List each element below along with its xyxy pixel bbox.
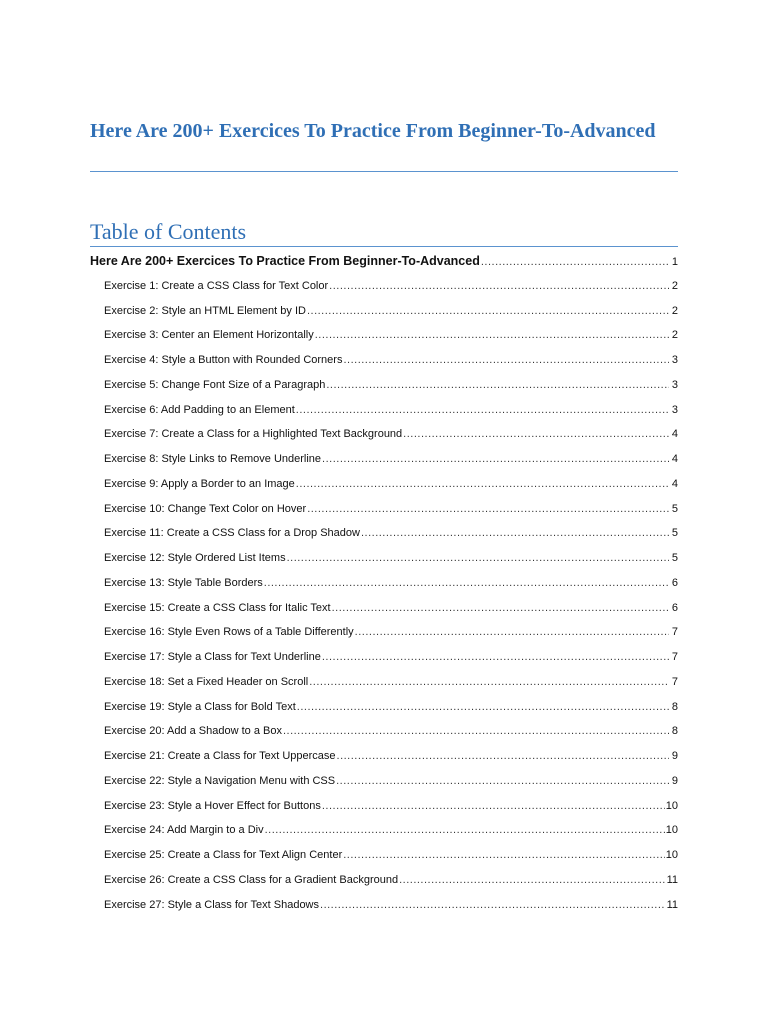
toc-dot-leader [322,794,665,819]
toc-page-number: 4 [671,453,678,465]
toc-dot-leader [399,868,665,893]
toc-entry-label: Exercise 26: Create a CSS Class for a Gradient Background [104,873,399,886]
toc-entry-label: Exercise 5: Change Font Size of a Paragraph [104,378,326,391]
toc-dot-leader [309,670,669,695]
toc-entry[interactable] [90,497,678,522]
toc-entry-label: Exercise 13: Style Table Borders [104,576,263,589]
toc-page-number: 9 [671,774,678,787]
toc-dot-leader [481,250,669,275]
toc-page-number: 7 [671,626,678,639]
toc-page-number: 2 [671,304,678,317]
toc-entry-label: Exercise 9: Apply a Border to an Image [104,477,295,490]
toc-entry-label: Exercise 11: Create a CSS Class for a Drop Shadow [104,527,360,540]
toc-entry-label: Exercise 6: Add Padding to an Element [104,403,295,416]
toc-entry[interactable] [90,843,678,868]
toc-page-number: 10 [665,849,678,861]
toc-entry-label: Exercise 15: Create a CSS Class for Italic Text [104,601,331,614]
toc-dot-leader [315,323,669,348]
document-title: Here Are 200+ Exercices To Practice From Beginner-To-Advanced [90,120,656,142]
toc-entry[interactable] [90,620,678,645]
toc-dot-leader [332,596,669,621]
toc-entry-label: Exercise 2: Style an HTML Element by ID [104,304,306,317]
toc-page-number: 2 [671,279,678,292]
toc-page-number: 10 [665,799,678,812]
toc-dot-leader [322,645,669,670]
toc-dot-leader [326,373,669,398]
toc-dot-leader [329,274,669,299]
toc-heading: Table of Contents [90,219,247,244]
toc-page-number: 6 [671,576,678,589]
toc-page-number: 11 [666,873,678,886]
toc-entry-label: Exercise 19: Style a Class for Bold Text [104,700,296,713]
toc-entry[interactable] [90,818,678,843]
toc-dot-leader [355,620,669,645]
toc-entry[interactable] [90,447,678,472]
toc-dot-leader [265,818,665,843]
title-divider [90,171,678,172]
toc-entry[interactable] [90,670,678,695]
toc-entry-label: Exercise 16: Style Even Rows of a Table Differently [104,626,354,639]
toc-page-number: 8 [671,700,678,713]
toc-entry[interactable] [90,794,678,819]
toc-divider [90,246,678,247]
toc-entry[interactable] [90,868,678,893]
toc-entry[interactable] [90,472,678,497]
toc-entry[interactable] [90,323,678,348]
toc-page-number: 4 [671,477,678,490]
toc-entry[interactable] [90,596,678,621]
toc-page-number: 9 [671,750,678,762]
toc-page-number: 6 [671,601,678,614]
toc-dot-leader [307,299,669,324]
toc-dot-leader [322,447,669,472]
toc-page-number: 5 [671,502,678,515]
toc-entry[interactable] [90,571,678,596]
toc-entry[interactable] [90,299,678,324]
toc-entry-label: Exercise 10: Change Text Color on Hover [104,502,307,515]
toc-entry-heading[interactable] [90,249,678,274]
toc-entry-label: Exercise 20: Add a Shadow to a Box [104,725,282,738]
toc-entry[interactable] [90,348,678,373]
toc-entry-label: Exercise 12: Style Ordered List Items [104,552,286,564]
toc-page-number: 5 [671,527,678,540]
toc-entry-label: Exercise 8: Style Links to Remove Underline [104,453,322,465]
toc-page-number: 4 [671,428,678,441]
toc-page-number: 7 [671,675,678,688]
toc-entry[interactable] [90,422,678,447]
toc-entry[interactable] [90,274,678,299]
toc-page-number: 3 [671,354,678,366]
toc-entry-label: Exercise 17: Style a Class for Text Underline [104,651,321,663]
toc-dot-leader [320,893,666,918]
toc-entry[interactable] [90,645,678,670]
toc-entry-label: Here Are 200+ Exercices To Practice From Beginner-To-Advanced [90,254,480,268]
toc-entry[interactable] [90,893,678,918]
toc-page-number: 3 [671,403,678,416]
toc-entry-label: Exercise 23: Style a Hover Effect for Buttons [104,799,321,812]
toc-entry-label: Exercise 21: Create a Class for Text Uppercase [104,750,336,762]
toc-dot-leader [361,521,669,546]
toc-entry-label: Exercise 22: Style a Navigation Menu with CSS [104,774,336,787]
toc-entry-label: Exercise 1: Create a CSS Class for Text Color [104,279,329,292]
toc-dot-leader [343,843,665,868]
toc-dot-leader [336,769,669,794]
toc-page-number: 1 [671,256,678,268]
toc-dot-leader [296,472,669,497]
toc-dot-leader [403,422,669,447]
toc-dot-leader [337,744,669,769]
toc-entry-label: Exercise 3: Center an Element Horizontally [104,329,314,342]
toc-entry-label: Exercise 4: Style a Button with Rounded Corners [104,354,343,366]
toc-page-number: 11 [666,898,678,911]
toc-entry[interactable] [90,398,678,423]
toc-page-number: 8 [671,725,678,738]
toc-entry-label: Exercise 7: Create a Class for a Highlighted Text Background [104,428,403,441]
toc-dot-leader [264,571,669,596]
toc-entry-label: Exercise 18: Set a Fixed Header on Scroll [104,675,309,688]
toc-page-number: 10 [665,824,678,837]
toc-entry[interactable] [90,744,678,769]
toc-dot-leader [283,719,669,744]
toc-entry[interactable] [90,373,678,398]
toc-entry[interactable] [90,521,678,546]
toc-dot-leader [297,695,669,720]
toc-dot-leader [307,497,669,522]
table-of-contents [90,249,678,917]
toc-dot-leader [296,398,669,423]
toc-entry-label: Exercise 25: Create a Class for Text Align Center [104,849,343,861]
toc-page-number: 5 [671,552,678,564]
toc-entry-label: Exercise 27: Style a Class for Text Shadows [104,898,320,911]
toc-entry[interactable] [90,719,678,744]
toc-entry-label: Exercise 24: Add Margin to a Div [104,824,264,837]
toc-entry[interactable] [90,769,678,794]
toc-page-number: 2 [671,329,678,342]
toc-entry[interactable] [90,695,678,720]
toc-dot-leader [343,348,669,373]
toc-page-number: 7 [671,651,678,663]
toc-dot-leader [287,546,669,571]
toc-entry[interactable] [90,546,678,571]
toc-page-number: 3 [671,378,678,391]
